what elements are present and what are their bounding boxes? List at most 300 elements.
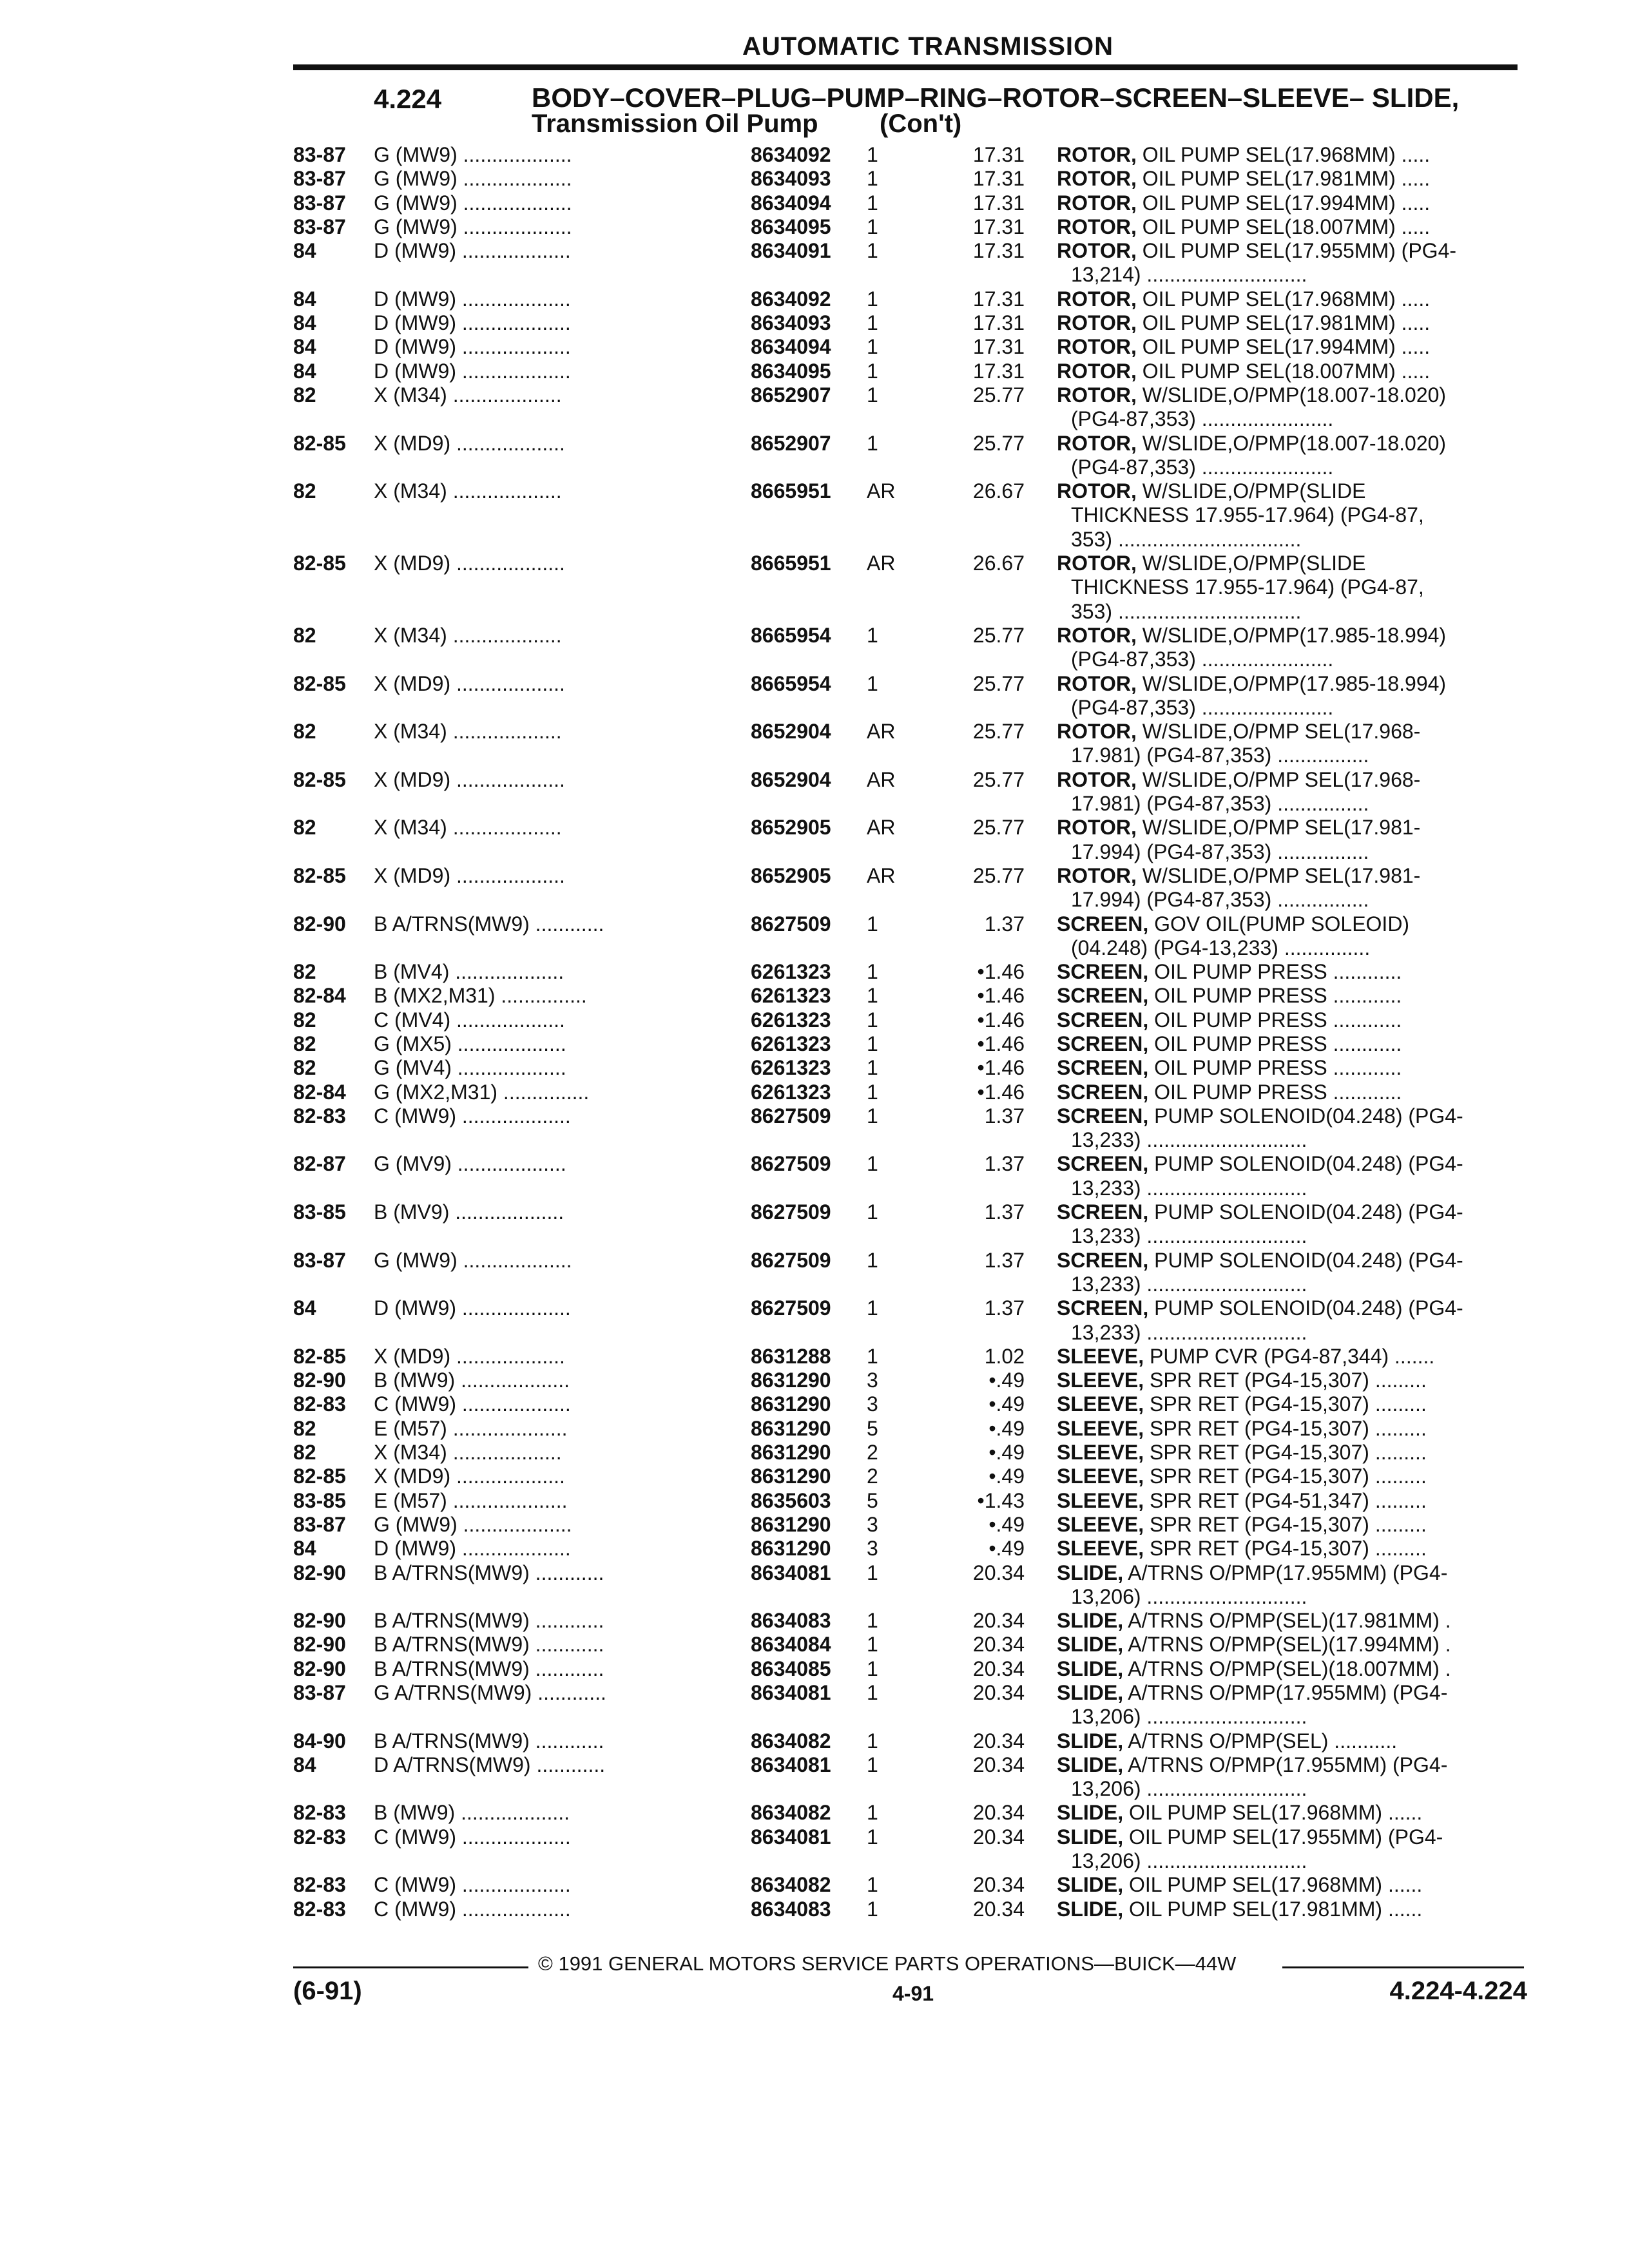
quantity: 1 <box>867 335 878 359</box>
part-row-continuation <box>0 1128 1629 1152</box>
part-number: 8665954 <box>751 671 831 695</box>
description-keyword: SCREEN, <box>1057 1080 1149 1104</box>
description-keyword: SCREEN, <box>1057 1152 1149 1176</box>
part-row <box>0 360 1629 383</box>
description <box>1057 1296 1527 1320</box>
description-keyword: ROTOR, <box>1057 359 1137 383</box>
model-years: 83-87 <box>293 1248 346 1272</box>
application: B A/TRNS(MW9) ............ <box>374 1609 604 1633</box>
quantity: 1 <box>867 311 878 335</box>
part-row <box>0 1200 1629 1249</box>
description <box>1057 552 1527 575</box>
application: X (MD9) ................... <box>374 1344 565 1368</box>
application: D (MW9) ................... <box>374 311 571 335</box>
part-row-main-line <box>0 1729 1629 1753</box>
part-row-main-line <box>0 1008 1629 1032</box>
part-row-continuation <box>0 840 1629 864</box>
description <box>1057 215 1527 239</box>
application: X (MD9) ................... <box>374 671 565 695</box>
price: 1.37 <box>984 1104 1025 1128</box>
description <box>1057 167 1527 191</box>
price: 20.34 <box>972 1729 1025 1753</box>
part-row-continuation <box>0 263 1629 287</box>
part-number: 8634092 <box>751 143 831 166</box>
description <box>1057 1873 1527 1897</box>
model-years: 82-90 <box>293 1633 346 1657</box>
part-row-continuation <box>0 792 1629 816</box>
price: 17.31 <box>972 287 1025 311</box>
part-row-main-line <box>0 143 1629 167</box>
part-number: 8652907 <box>751 431 831 455</box>
footer-rule-right <box>1282 1966 1524 1968</box>
part-row-main-line <box>0 1898 1629 1921</box>
part-number: 8631290 <box>751 1441 831 1465</box>
part-row <box>0 1825 1629 1874</box>
description-continuation: 13,206) ............................ <box>1071 1849 1307 1873</box>
part-row-continuation <box>0 407 1629 431</box>
description-continuation: 13,214) ............................ <box>1071 263 1307 287</box>
section-subheading: Transmission Oil Pump <box>532 110 818 138</box>
model-years: 83-87 <box>293 191 346 215</box>
quantity: 1 <box>867 1200 878 1224</box>
description-keyword: ROTOR, <box>1057 863 1137 887</box>
part-number: 8634083 <box>751 1609 831 1633</box>
description-text: SPR RET (PG4-15,307) ......... <box>1150 1369 1427 1392</box>
model-years: 83-87 <box>293 167 346 191</box>
part-row-main-line <box>0 624 1629 648</box>
part-row-main-line <box>0 432 1629 456</box>
description-text: OIL PUMP SEL(17.955MM) (PG4- <box>1129 1825 1443 1849</box>
part-row-main-line <box>0 1873 1629 1897</box>
part-row-continuation <box>0 1777 1629 1801</box>
part-row-main-line <box>0 1801 1629 1825</box>
description-text: PUMP SOLENOID(04.248) (PG4- <box>1154 1152 1463 1176</box>
description-keyword: ROTOR, <box>1057 816 1137 840</box>
part-row <box>0 1633 1629 1657</box>
part-number: 8652905 <box>751 816 831 840</box>
description-keyword: ROTOR, <box>1057 191 1137 215</box>
description-keyword: ROTOR, <box>1057 167 1137 191</box>
part-row-main-line <box>0 335 1629 359</box>
part-row <box>0 1296 1629 1345</box>
application: B (MW9) ................... <box>374 1801 570 1825</box>
footer-section-ref: 4.224-4.224 <box>1389 1977 1527 2005</box>
application: G (MW9) ................... <box>374 143 572 166</box>
part-number: 8627509 <box>751 1152 831 1176</box>
part-row-main-line <box>0 1032 1629 1056</box>
part-number: 8635603 <box>751 1488 831 1512</box>
part-number: 8634092 <box>751 287 831 311</box>
application: C (MW9) ................... <box>374 1104 571 1128</box>
application: C (MV4) ................... <box>374 1008 565 1032</box>
description <box>1057 479 1527 503</box>
model-years: 82-90 <box>293 1369 346 1392</box>
price: •.49 <box>988 1369 1025 1392</box>
part-row-main-line <box>0 1296 1629 1320</box>
header-rule <box>293 64 1518 70</box>
quantity: 1 <box>867 239 878 263</box>
description-text: OIL PUMP PRESS ............ <box>1154 1008 1402 1032</box>
application: X (MD9) ................... <box>374 767 565 791</box>
model-years: 82 <box>293 479 316 503</box>
quantity: 1 <box>867 383 878 407</box>
application: X (MD9) ................... <box>374 863 565 887</box>
part-row <box>0 1081 1629 1104</box>
description-keyword: SCREEN, <box>1057 1296 1149 1320</box>
part-row <box>0 1056 1629 1080</box>
description-keyword: SLIDE, <box>1057 1609 1124 1633</box>
part-row <box>0 1008 1629 1032</box>
application: G (MV9) ................... <box>374 1152 566 1176</box>
part-row <box>0 1753 1629 1802</box>
model-years: 83-85 <box>293 1200 346 1224</box>
model-years: 82 <box>293 1008 316 1032</box>
model-years: 82 <box>293 1032 316 1055</box>
description <box>1057 1489 1527 1513</box>
application: C (MW9) ................... <box>374 1825 571 1849</box>
description-keyword: SLIDE, <box>1057 1801 1124 1825</box>
description-text: OIL PUMP SEL(17.955MM) (PG4- <box>1142 239 1457 263</box>
part-number: 8665951 <box>751 479 831 503</box>
part-row-continuation <box>0 503 1629 527</box>
part-number: 6261323 <box>751 1008 831 1032</box>
part-row <box>0 1537 1629 1561</box>
description <box>1057 1008 1527 1032</box>
description-text: SPR RET (PG4-15,307) ......... <box>1150 1416 1427 1440</box>
part-row-main-line <box>0 816 1629 840</box>
description <box>1057 984 1527 1008</box>
footer-page-number: 4-91 <box>892 1982 934 2005</box>
description-continuation: 13,233) ............................ <box>1071 1320 1307 1344</box>
description-keyword: SCREEN, <box>1057 912 1149 936</box>
model-years: 82 <box>293 1056 316 1080</box>
description-keyword: SLEEVE, <box>1057 1416 1144 1440</box>
price: 20.34 <box>972 1873 1025 1897</box>
model-years: 82-83 <box>293 1873 346 1897</box>
application: G (MW9) ................... <box>374 215 572 238</box>
part-row <box>0 1152 1629 1200</box>
price: •.49 <box>988 1512 1025 1536</box>
application: C (MW9) ................... <box>374 1897 571 1921</box>
part-row <box>0 1729 1629 1753</box>
description <box>1057 1345 1527 1369</box>
part-row <box>0 1392 1629 1416</box>
part-row-main-line <box>0 1465 1629 1488</box>
description-keyword: SLEEVE, <box>1057 1537 1144 1561</box>
application: G (MV4) ................... <box>374 1056 566 1080</box>
description <box>1057 1513 1527 1537</box>
application: D (MW9) ................... <box>374 359 571 383</box>
part-number: 8631288 <box>751 1344 831 1368</box>
part-row <box>0 239 1629 287</box>
price: 17.31 <box>972 215 1025 238</box>
part-number: 6261323 <box>751 1032 831 1055</box>
price: 20.34 <box>972 1801 1025 1825</box>
quantity: 1 <box>867 671 878 695</box>
description-keyword: ROTOR, <box>1057 767 1137 791</box>
part-row-main-line <box>0 239 1629 263</box>
model-years: 82-85 <box>293 863 346 887</box>
part-row-continuation <box>0 1177 1629 1200</box>
description <box>1057 1392 1527 1416</box>
part-row <box>0 1104 1629 1153</box>
part-row-continuation <box>0 1585 1629 1609</box>
quantity: 1 <box>867 1681 878 1704</box>
part-row <box>0 143 1629 167</box>
model-years: 84 <box>293 311 316 335</box>
part-row-continuation <box>0 744 1629 767</box>
part-row <box>0 1561 1629 1610</box>
description-continuation: 13,206) ............................ <box>1071 1584 1307 1608</box>
description-keyword: SLIDE, <box>1057 1897 1124 1921</box>
part-number: 8627509 <box>751 1200 831 1224</box>
quantity: 1 <box>867 984 878 1008</box>
description-keyword: ROTOR, <box>1057 335 1137 359</box>
description-text: OIL PUMP SEL(17.994MM) ..... <box>1142 335 1431 359</box>
price: 17.31 <box>972 191 1025 215</box>
description <box>1057 1081 1527 1104</box>
quantity: 1 <box>867 191 878 215</box>
model-years: 82-85 <box>293 1465 346 1488</box>
description <box>1057 1537 1527 1561</box>
description-text: A/TRNS O/PMP(17.955MM) (PG4- <box>1128 1681 1448 1704</box>
application: B A/TRNS(MW9) ............ <box>374 912 604 936</box>
quantity: 1 <box>867 1753 878 1776</box>
price: 26.67 <box>972 479 1025 503</box>
model-years: 83-87 <box>293 1512 346 1536</box>
price: •.49 <box>988 1441 1025 1465</box>
part-row-main-line <box>0 1537 1629 1561</box>
quantity: 1 <box>867 287 878 311</box>
price: 17.31 <box>972 311 1025 335</box>
model-years: 82-85 <box>293 671 346 695</box>
model-years: 82-83 <box>293 1897 346 1921</box>
model-years: 82-83 <box>293 1825 346 1849</box>
description-continuation: (PG4-87,353) ....................... <box>1071 407 1334 431</box>
part-row-main-line <box>0 720 1629 744</box>
part-row-main-line <box>0 1392 1629 1416</box>
description <box>1057 768 1527 792</box>
price: 1.37 <box>984 1248 1025 1272</box>
description-continuation: 13,233) ............................ <box>1071 1224 1307 1248</box>
description-keyword: ROTOR, <box>1057 215 1137 238</box>
application: X (MD9) ................... <box>374 1465 565 1488</box>
description-text: OIL PUMP SEL(17.968MM) ..... <box>1142 143 1431 166</box>
application: E (M57) .................... <box>374 1416 568 1440</box>
quantity: 3 <box>867 1392 878 1416</box>
part-row <box>0 1898 1629 1921</box>
model-years: 84 <box>293 287 316 311</box>
part-row <box>0 720 1629 768</box>
application: G (MW9) ................... <box>374 167 572 191</box>
quantity: 1 <box>867 1296 878 1320</box>
part-row-continuation <box>0 528 1629 552</box>
part-row <box>0 1465 1629 1488</box>
part-row <box>0 672 1629 720</box>
model-years: 82-84 <box>293 984 346 1008</box>
description-text: SPR RET (PG4-15,307) ......... <box>1150 1465 1427 1488</box>
description-text: A/TRNS O/PMP(17.955MM) (PG4- <box>1128 1561 1448 1584</box>
part-row-main-line <box>0 287 1629 311</box>
price: 17.31 <box>972 239 1025 263</box>
part-number: 8665954 <box>751 623 831 647</box>
description-continuation: 13,206) ............................ <box>1071 1777 1307 1801</box>
application: B A/TRNS(MW9) ............ <box>374 1657 604 1680</box>
part-row-main-line <box>0 672 1629 696</box>
description-continuation: 13,233) ............................ <box>1071 1272 1307 1296</box>
description-text: PUMP CVR (PG4-87,344) ....... <box>1150 1344 1435 1368</box>
application: B A/TRNS(MW9) ............ <box>374 1729 604 1753</box>
part-row-main-line <box>0 1753 1629 1777</box>
part-row <box>0 984 1629 1008</box>
part-row <box>0 167 1629 191</box>
part-number: 8634081 <box>751 1753 831 1776</box>
quantity: 1 <box>867 1344 878 1368</box>
description-keyword: ROTOR, <box>1057 383 1137 407</box>
application: D (MW9) ................... <box>374 287 571 311</box>
part-number: 6261323 <box>751 960 831 984</box>
description-keyword: SLEEVE, <box>1057 1441 1144 1465</box>
price: 20.34 <box>972 1897 1025 1921</box>
description-text: W/SLIDE,O/PMP(SLIDE <box>1142 552 1366 575</box>
model-years: 84 <box>293 359 316 383</box>
description <box>1057 1898 1527 1921</box>
description-text: A/TRNS O/PMP(SEL)(18.007MM) . <box>1128 1657 1451 1680</box>
description <box>1057 191 1527 215</box>
price: 1.37 <box>984 912 1025 936</box>
part-row <box>0 479 1629 552</box>
price: •.49 <box>988 1465 1025 1488</box>
part-number: 8634082 <box>751 1729 831 1753</box>
description-continuation: (PG4-87,353) ....................... <box>1071 455 1334 479</box>
description-text: OIL PUMP SEL(17.994MM) ..... <box>1142 191 1431 215</box>
price: 20.34 <box>972 1633 1025 1657</box>
description <box>1057 672 1527 696</box>
description <box>1057 1152 1527 1176</box>
part-number: 8634095 <box>751 215 831 238</box>
part-row <box>0 1441 1629 1465</box>
description <box>1057 1200 1527 1224</box>
model-years: 84 <box>293 1296 316 1320</box>
part-row-continuation <box>0 1224 1629 1248</box>
quantity: 1 <box>867 1609 878 1633</box>
part-row-continuation <box>0 1321 1629 1345</box>
part-row-main-line <box>0 311 1629 335</box>
part-number: 8631290 <box>751 1416 831 1440</box>
part-row-main-line <box>0 1441 1629 1465</box>
quantity: 1 <box>867 1801 878 1825</box>
quantity: 1 <box>867 960 878 984</box>
description <box>1057 1465 1527 1488</box>
description-keyword: SCREEN, <box>1057 1032 1149 1055</box>
description-keyword: SLIDE, <box>1057 1657 1124 1680</box>
price: •.49 <box>988 1392 1025 1416</box>
quantity: 1 <box>867 1633 878 1657</box>
description <box>1057 720 1527 744</box>
description <box>1057 1249 1527 1273</box>
price: 25.77 <box>972 767 1025 791</box>
price: •1.46 <box>977 1008 1025 1032</box>
part-row-main-line <box>0 383 1629 407</box>
description-keyword: ROTOR, <box>1057 311 1137 335</box>
model-years: 83-87 <box>293 143 346 166</box>
application: X (M34) ................... <box>374 623 562 647</box>
quantity: 1 <box>867 912 878 936</box>
description-text: OIL PUMP SEL(18.007MM) ..... <box>1142 359 1431 383</box>
description-text: GOV OIL(PUMP SOLEOID) <box>1154 912 1410 936</box>
part-row-main-line <box>0 1657 1629 1681</box>
application: G (MW9) ................... <box>374 191 572 215</box>
price: 25.77 <box>972 863 1025 887</box>
description-continuation: THICKNESS 17.955-17.964) (PG4-87, <box>1071 575 1424 599</box>
description-text: OIL PUMP SEL(17.968MM) ..... <box>1142 287 1431 311</box>
description-keyword: SLEEVE, <box>1057 1392 1144 1416</box>
description-keyword: ROTOR, <box>1057 239 1137 263</box>
description-continuation: 353) ................................ <box>1071 599 1302 623</box>
application: X (M34) ................... <box>374 383 562 407</box>
part-row <box>0 768 1629 816</box>
application: D A/TRNS(MW9) ............ <box>374 1753 606 1776</box>
model-years: 82-85 <box>293 552 346 575</box>
price: 20.34 <box>972 1681 1025 1704</box>
model-years: 82 <box>293 960 316 984</box>
part-row-continuation <box>0 456 1629 479</box>
price: 17.31 <box>972 167 1025 191</box>
quantity: 1 <box>867 1657 878 1680</box>
part-number: 8665951 <box>751 552 831 575</box>
model-years: 82-84 <box>293 1080 346 1104</box>
application: X (M34) ................... <box>374 720 562 744</box>
description-keyword: ROTOR, <box>1057 287 1137 311</box>
part-row-main-line <box>0 552 1629 575</box>
part-row-main-line <box>0 1489 1629 1513</box>
quantity: 3 <box>867 1537 878 1561</box>
description-text: W/SLIDE,O/PMP SEL(17.981- <box>1142 863 1421 887</box>
model-years: 82-85 <box>293 1344 346 1368</box>
price: 25.77 <box>972 623 1025 647</box>
description <box>1057 287 1527 311</box>
application: X (M34) ................... <box>374 816 562 840</box>
description <box>1057 912 1527 936</box>
description <box>1057 1369 1527 1392</box>
quantity: 3 <box>867 1512 878 1536</box>
part-number: 8634085 <box>751 1657 831 1680</box>
part-row-main-line <box>0 912 1629 936</box>
price: 17.31 <box>972 359 1025 383</box>
quantity: 1 <box>867 1873 878 1897</box>
section-number: 4.224 <box>374 84 442 114</box>
application: B (MV9) ................... <box>374 1200 564 1224</box>
part-row <box>0 1489 1629 1513</box>
part-number: 8634094 <box>751 191 831 215</box>
part-number: 8627509 <box>751 1296 831 1320</box>
description <box>1057 1729 1527 1753</box>
description-text: W/SLIDE,O/PMP(SLIDE <box>1142 479 1366 503</box>
description-continuation: 17.981) (PG4-87,353) ................ <box>1071 792 1369 816</box>
part-row <box>0 191 1629 215</box>
part-row <box>0 960 1629 984</box>
description <box>1057 1056 1527 1080</box>
description-keyword: SLEEVE, <box>1057 1512 1144 1536</box>
description-text: PUMP SOLENOID(04.248) (PG4- <box>1154 1248 1463 1272</box>
part-row-main-line <box>0 191 1629 215</box>
description-text: OIL PUMP PRESS ............ <box>1154 1080 1402 1104</box>
part-row <box>0 912 1629 961</box>
description-keyword: SLIDE, <box>1057 1825 1124 1849</box>
part-number: 8627509 <box>751 912 831 936</box>
part-row-main-line <box>0 1081 1629 1104</box>
description <box>1057 360 1527 383</box>
